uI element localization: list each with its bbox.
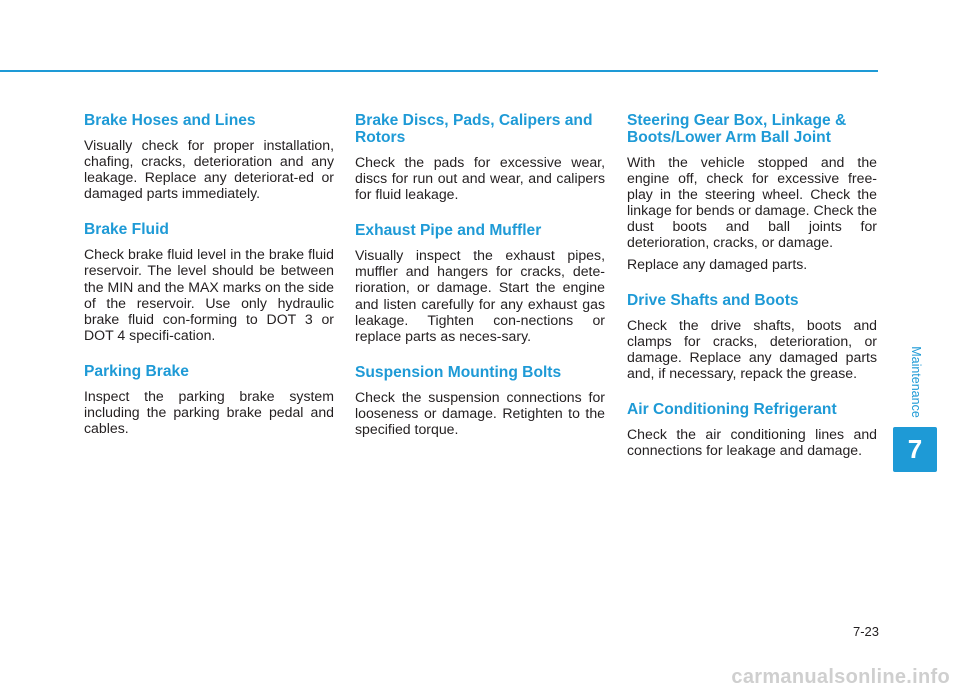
section-heading: Brake Hoses and Lines xyxy=(84,112,256,129)
section-paragraph: Visually inspect the exhaust pipes, muffler and hangers for cracks, dete-rioration, or damage. Start the engine and listen carefully for any exhaust gas leakage. Tighten con-nections or replace parts as neces-sary. xyxy=(355,247,605,344)
section-parking-brake xyxy=(84,363,334,436)
section-paragraph: Check the pads for excessive wear, discs for run out and wear, and calipers for fluid leakage. xyxy=(355,154,605,203)
page-number: 7-23 xyxy=(852,624,879,639)
section-paragraph: With the vehicle stopped and the engine off, check for excessive free-play in the steering wheel. Check the linkage for bends or damage. Check the dust boots and ball joints for deterioration, cracks, or damage. xyxy=(627,154,877,251)
section-heading: Air Conditioning Refrigerant xyxy=(627,401,837,419)
section-brake-discs xyxy=(355,112,605,202)
header-rule xyxy=(0,70,878,72)
section-paragraph: Check the drive shafts, boots and clamps for cracks, deterioration, or damage. Replace any damaged parts and, if necessary, repack the grease. xyxy=(627,316,877,381)
section-air-conditioning xyxy=(627,401,877,458)
watermark: carmanualsonline.info xyxy=(731,666,950,688)
column-2 xyxy=(355,112,605,437)
column-3 xyxy=(627,112,877,458)
chapter-side-label xyxy=(891,343,941,421)
section-paragraph: Visually check for proper installation, chafing, cracks, deterioration and any leakage. Replace any deteriorat-ed or damaged parts immediately. xyxy=(84,137,334,202)
section-paragraph: Replace any damaged parts. xyxy=(627,255,808,272)
section-heading: Brake Fluid xyxy=(84,221,169,239)
chapter-title: Maintenance xyxy=(909,346,924,418)
chapter-tab[interactable] xyxy=(893,427,937,472)
section-steering xyxy=(627,112,877,272)
section-heading: Drive Shafts and Boots xyxy=(627,291,799,309)
column-1 xyxy=(84,112,334,436)
section-heading: Exhaust Pipe and Muffler xyxy=(355,222,542,240)
section-heading: Suspension Mounting Bolts xyxy=(355,363,562,381)
section-heading: Steering Gear Box, Linkage & Boots/Lower Arm Ball Joint xyxy=(627,112,847,146)
section-paragraph: Check brake fluid level in the brake fluid reservoir. The level should be between the MIN and the MAX marks on the side of the reservoir. Use only hydraulic brake fluid con-forming to DOT 3 or DOT 4 specifi-cation. xyxy=(84,246,334,343)
section-heading: Brake Discs, Pads, Calipers and Rotors xyxy=(355,112,593,146)
section-brake-hoses xyxy=(84,112,334,201)
chapter-number: 7 xyxy=(907,434,923,464)
section-paragraph: Check the air conditioning lines and connections for leakage and damage. xyxy=(627,426,877,459)
section-exhaust xyxy=(355,222,605,344)
section-heading: Parking Brake xyxy=(84,362,189,380)
section-suspension xyxy=(355,364,605,437)
section-paragraph: Inspect the parking brake system including the parking brake pedal and cables. xyxy=(84,387,334,437)
section-drive-shafts xyxy=(627,292,877,381)
section-brake-fluid xyxy=(84,221,334,343)
section-paragraph: Check the suspension connections for looseness or damage. Retighten to the specified torque. xyxy=(355,388,605,438)
